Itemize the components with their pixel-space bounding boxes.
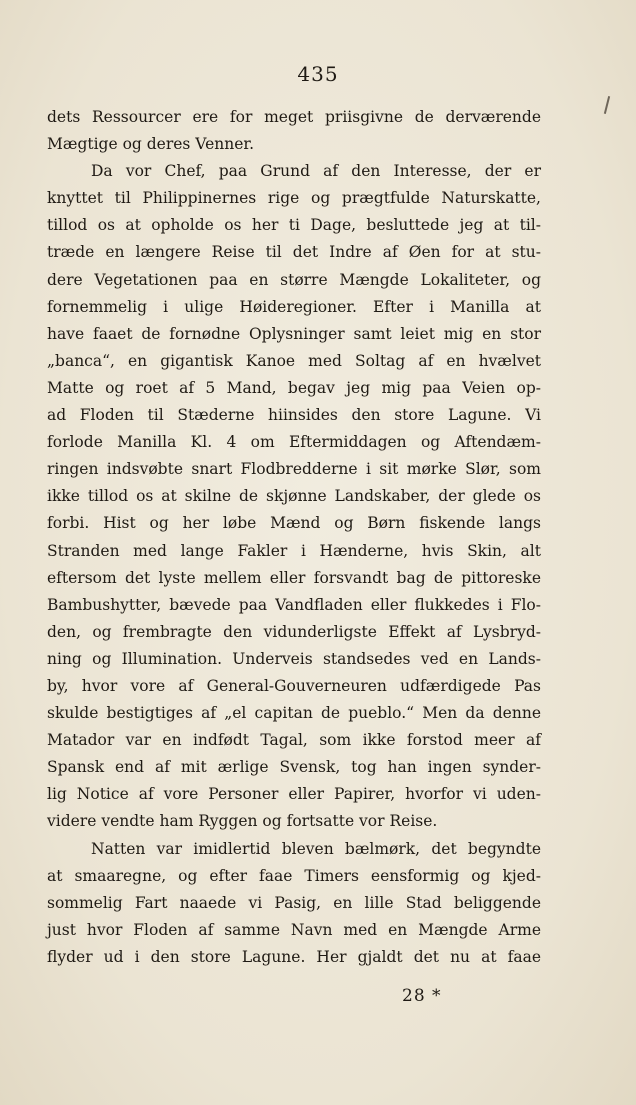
text-line: knyttet til Philippinernes rige og prægtfulde Naturskatte, [47, 189, 541, 208]
text-line: den, og frembragte den vidunderligste Effekt af Lysbryd- [47, 622, 541, 641]
text-line: just hvor Floden af samme Navn med en Mængde Arme [47, 920, 541, 939]
text-line: by, hvor vore af General-Gouverneuren udfærdigede Pas [47, 676, 541, 695]
text-line: Bambushytter, bævede paa Vandfladen eller flukkedes i Flo- [47, 595, 541, 614]
text-line: at smaaregne, og efter faae Timers eensformig og kjed- [47, 866, 541, 885]
text-line: tillod os at opholde os her ti Dage, besluttede jeg at til- [47, 216, 541, 235]
text-line: Natten var imidlertid bleven bælmørk, det begyndte [91, 839, 541, 858]
text-line: Stranden med lange Fakler i Hænderne, hvis Skin, alt [47, 541, 541, 560]
text-line: sommelig Fart naaede vi Pasig, en lille Stad beliggende [47, 893, 541, 912]
text-line: fornemmelig i ulige Høideregioner. Efter i Manilla at [47, 297, 541, 316]
text-line: eftersom det lyste mellem eller forsvandt bag de pittoreske [47, 568, 541, 587]
text-line: ikke tillod os at skilne de skjønne Landskaber, der glede os [47, 487, 541, 506]
text-line: ad Floden til Stæderne hiinsides den store Lagune. Vi [47, 406, 541, 425]
signature-mark: 28 * [402, 986, 442, 1006]
text-line: have faaet de fornødne Oplysninger samt leiet mig en stor [47, 324, 541, 343]
text-line: Matte og roet af 5 Mand, begav jeg mig paa Veien op- [47, 378, 541, 397]
text-line: Da vor Chef, paa Grund af den Interesse, der er [91, 162, 541, 181]
text-line: flyder ud i den store Lagune. Her gjaldt det nu at faae [47, 947, 541, 966]
text-line: skulde bestigtiges af „el capitan de pueblo.“ Men da denne [47, 704, 541, 723]
text-line: forlode Manilla Kl. 4 om Eftermiddagen og Aftendæm- [47, 433, 541, 452]
text-line: træde en længere Reise til det Indre af Øen for at stu- [47, 243, 541, 262]
text-line: Mægtige og deres Venner. [47, 135, 255, 154]
page-number: 435 [297, 62, 339, 86]
margin-pencil-mark [604, 96, 610, 114]
text-line: forbi. Hist og her løbe Mænd og Børn fiskende langs [47, 514, 541, 533]
text-line: dere Vegetationen paa en større Mængde Lokaliteter, og [47, 270, 541, 289]
text-line: videre vendte ham Ryggen og fortsatte vor Reise. [47, 812, 438, 831]
text-line: ringen indsvøbte snart Flodbredderne i sit mørke Slør, som [47, 460, 541, 479]
text-line: Spansk end af mit ærlige Svensk, tog han ingen synder- [47, 758, 541, 777]
text-line: „banca“, en gigantisk Kanoe med Soltag af en hvælvet [47, 351, 541, 370]
body-text [47, 104, 541, 971]
text-line: lig Notice af vore Personer eller Papirer, hvorfor vi uden- [47, 785, 541, 804]
text-line: ning og Illumination. Underveis standsedes ved en Lands- [47, 649, 541, 668]
text-line: dets Ressourcer ere for meget priisgivne de derværende [47, 108, 541, 126]
text-line: Matador var en indfødt Tagal, som ikke forstod meer af [47, 731, 541, 750]
